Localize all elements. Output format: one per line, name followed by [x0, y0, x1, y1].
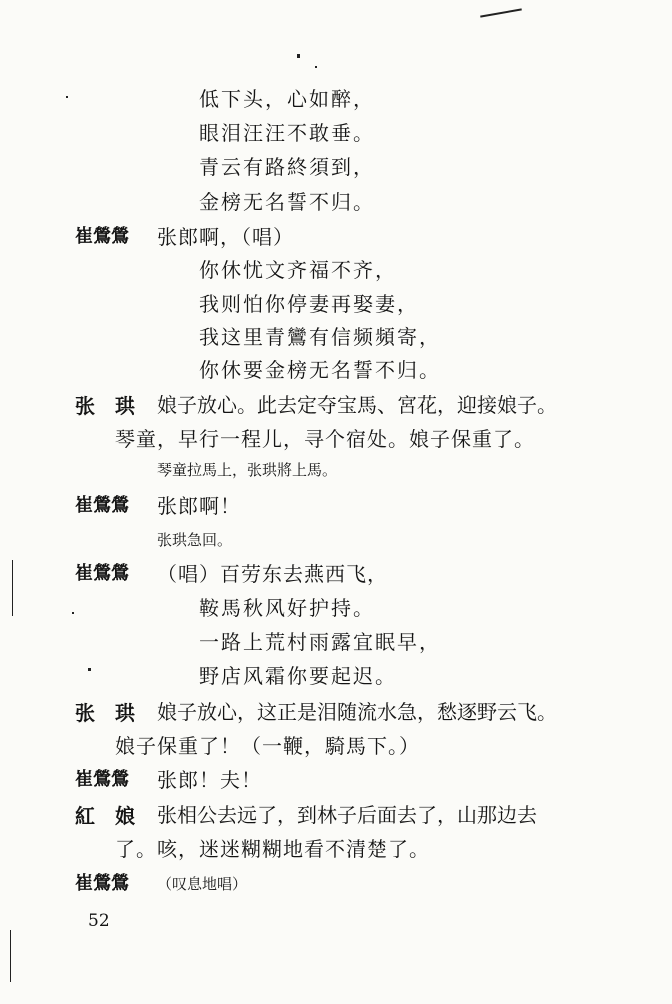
- scan-smudge: [480, 8, 522, 17]
- dialogue-text: （唱）百劳东去燕西飞，: [157, 562, 388, 586]
- speaker-name: 张 珙: [75, 701, 135, 725]
- verse-line: 你休忧文齐福不齐，: [199, 258, 397, 282]
- dialogue-text: 张相公去远了，到林子后面去了，山那边去: [157, 803, 537, 827]
- scan-dot: [297, 54, 300, 58]
- verse-line: 我这里青鸞有信频頻寄，: [199, 325, 441, 349]
- verse-line: 我则怕你停妻再娶妻，: [199, 292, 419, 316]
- speaker-name: 崔鶯鶯: [75, 769, 129, 790]
- dialogue-text: 娘子放心。此去定夺宝馬、宮花，迎接娘子。: [157, 393, 557, 417]
- verse-line: 眼泪汪汪不敢垂。: [199, 121, 375, 145]
- speaker-name: 崔鶯鶯: [75, 495, 129, 516]
- speaker-name: 张 珙: [75, 394, 135, 418]
- scan-dot: [72, 612, 74, 614]
- verse-line: 一路上荒村雨露宜眠早，: [199, 630, 441, 654]
- verse-line: 野店风霜你要起迟。: [199, 664, 397, 688]
- scan-dot: [88, 668, 91, 671]
- scan-dot: [315, 66, 317, 68]
- speaker-name: 崔鶯鶯: [75, 226, 129, 247]
- verse-line: 青云有路終須到，: [199, 155, 375, 179]
- dialogue-text: 娘子保重了！（一鞭，騎馬下。）: [115, 734, 420, 758]
- speaker-name: 紅 娘: [75, 804, 135, 828]
- page-number: 52: [88, 911, 110, 931]
- margin-line: [10, 930, 11, 982]
- margin-line: [12, 560, 13, 616]
- stage-direction: （叹息地唱）: [157, 875, 248, 893]
- verse-line: 鞍馬秋风好护持。: [199, 596, 375, 620]
- dialogue-text: 琴童，早行一程儿，寻个宿处。娘子保重了。: [115, 427, 535, 451]
- dialogue-text: 娘子放心，这正是泪随流水急，愁逐野云飞。: [157, 700, 557, 724]
- verse-line: 你休要金榜无名誓不归。: [199, 358, 441, 382]
- verse-line: 低下头，心如醉，: [199, 87, 375, 111]
- dialogue-text: 张郎啊，（唱）: [157, 225, 294, 249]
- stage-direction: 琴童拉馬上，张珙將上馬。: [157, 461, 338, 479]
- verse-line: 金榜无名誓不归。: [199, 190, 375, 214]
- speaker-name: 崔鶯鶯: [75, 563, 129, 584]
- dialogue-text: 张郎啊！: [157, 494, 241, 518]
- dialogue-text: 张郎！夫！: [157, 768, 262, 792]
- stage-direction: 张珙急回。: [157, 531, 233, 549]
- speaker-name: 崔鶯鶯: [75, 873, 129, 894]
- dialogue-text: 了。咳，迷迷糊糊地看不清楚了。: [115, 837, 430, 861]
- scan-dot: [66, 96, 68, 98]
